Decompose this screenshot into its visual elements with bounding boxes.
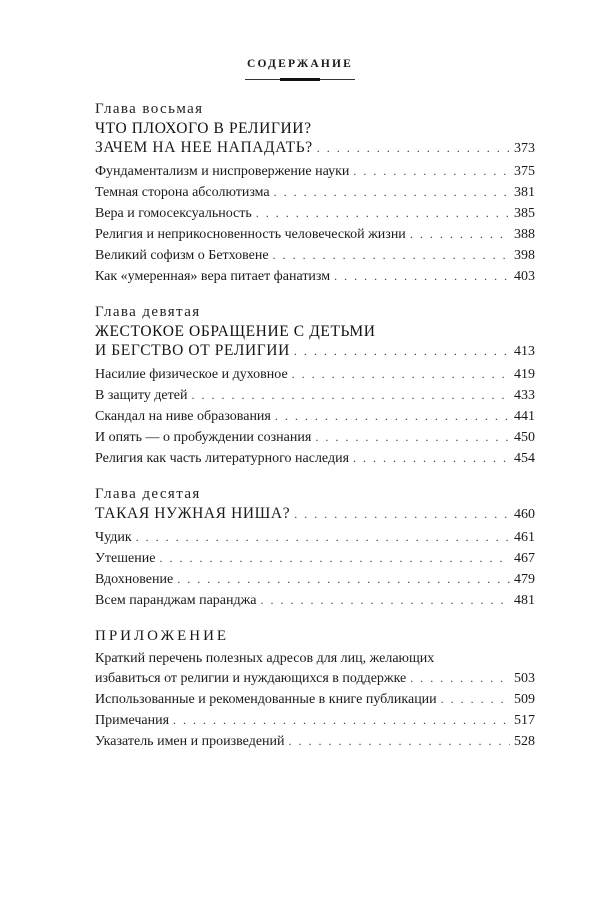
leader-dots — [410, 668, 510, 689]
entry-title: Чудик — [95, 530, 132, 545]
leader-dots — [294, 505, 510, 524]
chapter-title-last: ТАКАЯ НУЖНАЯ НИША? — [95, 505, 291, 522]
leader-dots — [191, 385, 510, 406]
entry-title: Темная сторона абсолютизма — [95, 185, 270, 200]
entry-title: В защиту детей — [95, 388, 188, 403]
page-title: СОДЕРЖАНИЕ — [246, 58, 354, 70]
entry-title: Как «умеренная» вера питает фанатизм — [95, 269, 331, 284]
page-number: 381 — [514, 185, 535, 200]
page-number: 373 — [514, 141, 535, 156]
page-number: 467 — [514, 551, 535, 566]
chapter-label: Глава десятая — [95, 486, 201, 502]
page-number: 375 — [514, 164, 535, 179]
page-number: 441 — [514, 409, 535, 424]
entry-title: Религия и неприкосновенность человеческой жизни — [95, 227, 406, 242]
entry-title: Вера и гомосексуальность — [95, 206, 252, 221]
toc-entry[interactable] — [95, 182, 535, 203]
toc-entry[interactable] — [95, 224, 535, 245]
leader-dots — [317, 139, 510, 158]
page-number: 528 — [514, 734, 535, 749]
toc-entry[interactable] — [95, 527, 535, 548]
page-number: 503 — [514, 671, 535, 686]
chapter-title-row[interactable] — [95, 341, 535, 361]
toc-entry[interactable] — [95, 364, 535, 385]
leader-dots — [292, 364, 510, 385]
chapter-title-last: И БЕГСТВО ОТ РЕЛИГИИ — [95, 342, 290, 359]
leader-dots — [353, 161, 510, 182]
leader-dots — [289, 731, 510, 752]
chapter-label: Глава восьмая — [95, 101, 204, 117]
toc-entry[interactable] — [95, 668, 535, 689]
chapter-title-line: ЧТО ПЛОХОГО В РЕЛИГИИ? — [95, 120, 312, 137]
header-rule — [245, 79, 355, 80]
page-number: 454 — [514, 451, 535, 466]
toc-entry[interactable] — [95, 245, 535, 266]
page-number: 419 — [514, 367, 535, 382]
entry-title: Использованные и рекомендованные в книге публикации — [95, 692, 437, 707]
leader-dots — [315, 427, 510, 448]
toc-entry[interactable] — [95, 266, 535, 287]
chapter-label: Глава девятая — [95, 304, 201, 320]
entry-title: Примечания — [95, 713, 170, 728]
entry-title: избавиться от религии и нуждающихся в поддержке — [95, 671, 407, 686]
toc-entry[interactable] — [95, 203, 535, 224]
leader-dots — [275, 406, 510, 427]
entry-title: Утешение — [95, 551, 156, 566]
leader-dots — [159, 548, 510, 569]
leader-dots — [273, 245, 510, 266]
leader-dots — [334, 266, 510, 287]
entry-title: Скандал на ниве образования — [95, 409, 271, 424]
chapter-section — [95, 303, 535, 469]
appendix-entry-line: Краткий перечень полезных адресов для лиц, желающих — [95, 651, 435, 666]
entry-title: Вдохновение — [95, 572, 174, 587]
leader-dots — [261, 590, 511, 611]
chapter-title-last: ЗАЧЕМ НА НЕЕ НАПАДАТЬ? — [95, 139, 313, 156]
page-number: 450 — [514, 430, 535, 445]
chapter-section — [95, 485, 535, 611]
entry-title: Религия как часть литературного наследия — [95, 451, 350, 466]
entry-title: Всем паранджам паранджа — [95, 593, 257, 608]
toc-entry[interactable] — [95, 385, 535, 406]
page-number: 461 — [514, 530, 535, 545]
leader-dots — [410, 224, 510, 245]
page-number: 479 — [514, 572, 535, 587]
toc-header — [0, 57, 600, 80]
chapter-section — [95, 100, 535, 287]
page-number: 388 — [514, 227, 535, 242]
page-number: 517 — [514, 713, 535, 728]
toc-entry[interactable] — [95, 427, 535, 448]
leader-dots — [274, 182, 510, 203]
page-number: 509 — [514, 692, 535, 707]
leader-dots — [294, 342, 510, 361]
chapter-title-row[interactable] — [95, 504, 535, 524]
page-number: 385 — [514, 206, 535, 221]
entry-title: И опять — о пробуждении сознания — [95, 430, 312, 445]
leader-dots — [136, 527, 510, 548]
toc-content — [95, 100, 535, 768]
leader-dots — [177, 569, 510, 590]
entry-title: Фундаментализм и ниспровержение науки — [95, 164, 350, 179]
page-number: 413 — [514, 344, 535, 359]
toc-entry[interactable] — [95, 731, 535, 752]
entry-title: Насилие физическое и духовное — [95, 367, 288, 382]
page-number: 433 — [514, 388, 535, 403]
entry-title: Великий софизм о Бетховене — [95, 248, 269, 263]
toc-entry[interactable] — [95, 406, 535, 427]
toc-entry[interactable] — [95, 710, 535, 731]
page-number: 460 — [514, 507, 535, 522]
leader-dots — [256, 203, 510, 224]
leader-dots — [441, 689, 510, 710]
leader-dots — [353, 448, 510, 469]
leader-dots — [173, 710, 510, 731]
toc-entry[interactable] — [95, 590, 535, 611]
page-number: 398 — [514, 248, 535, 263]
chapter-title-row[interactable] — [95, 138, 535, 158]
toc-entry[interactable] — [95, 548, 535, 569]
toc-entry[interactable] — [95, 161, 535, 182]
chapter-title-line: ЖЕСТОКОЕ ОБРАЩЕНИЕ С ДЕТЬМИ — [95, 323, 376, 340]
appendix-label: ПРИЛОЖЕНИЕ — [95, 628, 230, 644]
page-number: 403 — [514, 269, 535, 284]
toc-entry[interactable] — [95, 448, 535, 469]
toc-entry[interactable] — [95, 569, 535, 590]
toc-entry[interactable] — [95, 689, 535, 710]
appendix-section — [95, 627, 535, 752]
entry-title: Указатель имен и произведений — [95, 734, 285, 749]
page-number: 481 — [514, 593, 535, 608]
